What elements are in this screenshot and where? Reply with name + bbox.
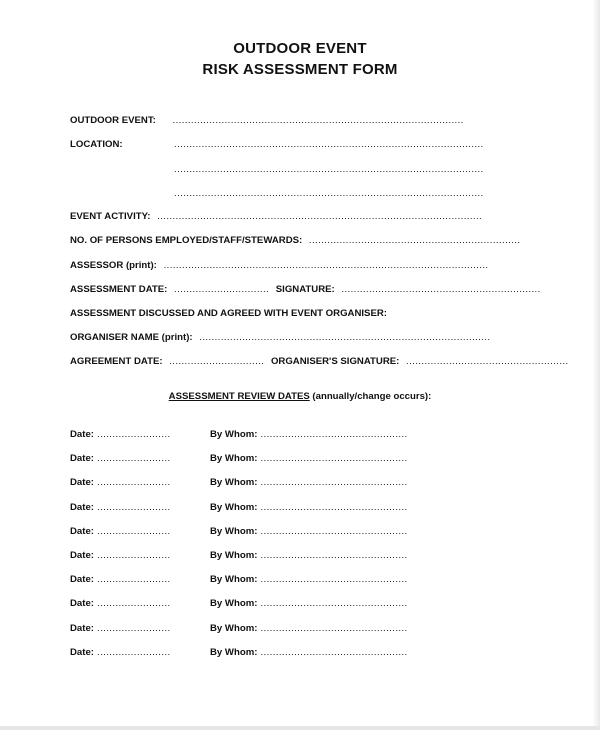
assessor-field[interactable]: ..........................................................................................................: [163, 260, 489, 271]
page-edge-shadow: [592, 0, 600, 730]
outdoor-event-field[interactable]: ...............................................................................................: [172, 115, 464, 126]
location-row: [70, 139, 520, 151]
outdoor-event-row: [70, 115, 520, 127]
review-row: [70, 429, 490, 441]
page-title-line1: OUTDOOR EVENT: [233, 40, 367, 57]
assessor-row: [70, 260, 520, 272]
review-by-whom: [210, 526, 408, 538]
review-by-whom-label: By Whom:: [210, 598, 258, 610]
review-by-whom-label: By Whom:: [210, 453, 258, 465]
review-by-whom: [210, 477, 408, 489]
review-by-whom: [210, 623, 408, 635]
organiser-signature-field[interactable]: .....................................................: [406, 356, 569, 367]
review-date-field[interactable]: ........................: [97, 429, 171, 440]
discussed-agreed-row: [70, 308, 520, 320]
signature-field[interactable]: .................................................................: [341, 284, 541, 295]
review-by-whom-label: By Whom:: [210, 550, 258, 561]
review-by-whom-label: By Whom:: [210, 622, 258, 634]
assessment-date-row: [70, 284, 541, 296]
review-by-whom-label: By Whom:: [210, 501, 258, 513]
assessor-label: ASSESSOR (print):: [70, 260, 157, 271]
review-date-label: Date:: [70, 429, 94, 440]
review-by-whom-field[interactable]: ................................................: [260, 598, 408, 610]
persons-employed-row: [70, 235, 520, 247]
review-by-whom: [210, 647, 408, 659]
review-by-whom-label: By Whom:: [210, 429, 258, 440]
review-row: [70, 574, 490, 586]
persons-employed-field[interactable]: .....................................................................: [308, 235, 521, 246]
review-date-label: Date:: [70, 574, 94, 586]
review-by-whom: [210, 574, 408, 586]
organiser-name-label: ORGANISER NAME (print):: [70, 332, 193, 343]
review-date-field[interactable]: ........................: [97, 453, 171, 465]
review-date-field[interactable]: ........................: [97, 501, 171, 513]
review-row: [70, 526, 490, 538]
review-date-field[interactable]: ........................: [97, 574, 171, 586]
review-by-whom-label: By Whom:: [210, 477, 258, 489]
review-row: [70, 598, 490, 610]
review-by-whom-field[interactable]: ................................................: [260, 429, 408, 440]
review-date-label: Date:: [70, 622, 94, 634]
review-date-label: Date:: [70, 525, 94, 537]
review-by-whom-field[interactable]: ................................................: [260, 622, 408, 634]
review-by-whom-field[interactable]: ................................................: [260, 550, 408, 561]
review-date-label: Date:: [70, 646, 94, 658]
review-by-whom-label: By Whom:: [210, 525, 258, 537]
review-heading-underlined: ASSESSMENT REVIEW DATES: [168, 391, 310, 402]
location-field-line2[interactable]: .....................................................................................................: [174, 164, 484, 175]
location-line2-row: [174, 164, 520, 176]
agreement-date-row: [70, 356, 569, 368]
review-date-label: Date:: [70, 598, 94, 610]
review-by-whom-field[interactable]: ................................................: [260, 574, 408, 586]
discussed-agreed-label: ASSESSMENT DISCUSSED AND AGREED WITH EVENT ORGANISER:: [70, 308, 387, 319]
review-row: [70, 453, 490, 465]
review-date-field[interactable]: ........................: [97, 622, 171, 634]
review-by-whom-field[interactable]: ................................................: [260, 501, 408, 513]
review-row: [70, 647, 490, 659]
event-activity-row: [70, 211, 520, 223]
event-activity-field[interactable]: ..........................................................................................................: [157, 211, 483, 222]
location-field-line3[interactable]: .....................................................................................................: [174, 188, 484, 199]
review-date-field[interactable]: ........................: [97, 477, 171, 489]
review-date-field[interactable]: ........................: [97, 598, 171, 610]
review-date-label: Date:: [70, 501, 94, 513]
review-date-label: Date:: [70, 453, 94, 465]
review-by-whom-label: By Whom:: [210, 646, 258, 658]
signature-label: SIGNATURE:: [275, 284, 335, 295]
review-date-label: Date:: [70, 550, 94, 561]
review-by-whom: [210, 550, 408, 562]
review-by-whom: [210, 502, 408, 514]
review-by-whom-field[interactable]: ................................................: [260, 453, 408, 465]
review-row: [70, 550, 490, 562]
review-date-field[interactable]: ........................: [97, 550, 171, 561]
persons-employed-label: NO. OF PERSONS EMPLOYED/STAFF/STEWARDS:: [70, 235, 303, 246]
event-activity-label: EVENT ACTIVITY:: [70, 211, 151, 222]
location-field-line1[interactable]: .....................................................................................................: [174, 139, 484, 150]
page-title-line2: RISK ASSESSMENT FORM: [202, 61, 398, 78]
location-line3-row: [174, 188, 520, 200]
review-row: [70, 502, 490, 514]
agreement-date-label: AGREEMENT DATE:: [70, 356, 163, 367]
page-bottom-edge: [0, 726, 600, 730]
organiser-name-field[interactable]: ...............................................................................................: [199, 332, 491, 343]
review-date-field[interactable]: ........................: [97, 525, 171, 537]
review-by-whom-field[interactable]: ................................................: [260, 646, 408, 658]
review-date-field[interactable]: ........................: [97, 646, 171, 658]
assessment-date-field[interactable]: ...............................: [174, 284, 270, 295]
agreement-date-field[interactable]: ...............................: [169, 356, 265, 367]
organiser-name-row: [70, 332, 520, 344]
review-by-whom: [210, 453, 408, 465]
review-by-whom-label: By Whom:: [210, 574, 258, 586]
review-date-label: Date:: [70, 477, 94, 489]
review-row: [70, 623, 490, 635]
review-by-whom: [210, 429, 408, 441]
review-by-whom-field[interactable]: ................................................: [260, 525, 408, 537]
outdoor-event-label: OUTDOOR EVENT:: [70, 115, 156, 126]
assessment-date-label: ASSESSMENT DATE:: [70, 284, 168, 295]
review-row: [70, 477, 490, 489]
review-dates-heading: [0, 391, 600, 402]
review-by-whom-field[interactable]: ................................................: [260, 477, 408, 489]
review-by-whom: [210, 598, 408, 610]
review-heading-rest: (annually/change occurs):: [309, 391, 432, 402]
location-label: LOCATION:: [70, 139, 123, 150]
organiser-signature-label: ORGANISER'S SIGNATURE:: [270, 356, 400, 367]
